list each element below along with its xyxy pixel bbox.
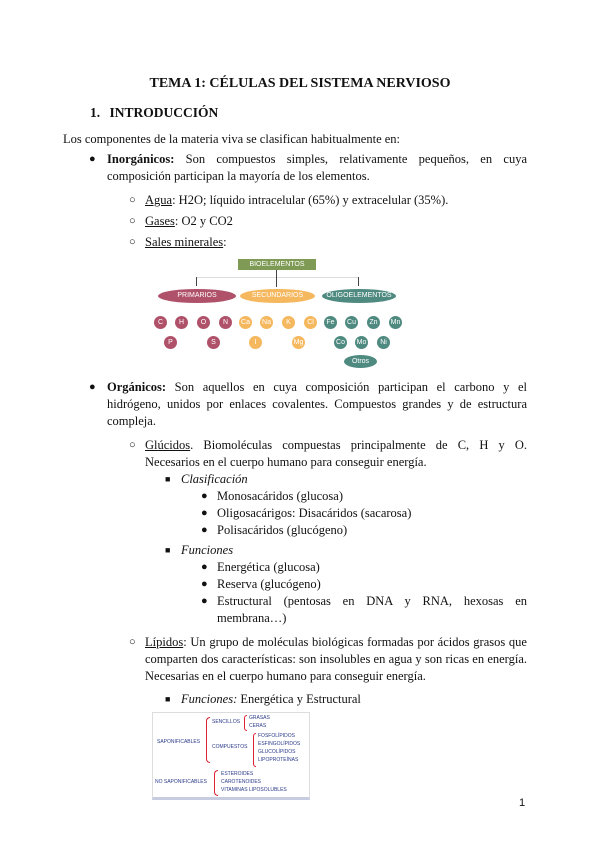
- lipidos-funciones: [165, 691, 600, 708]
- inorganicos-text: Son compuestos simples, relativamente pequeños, en cuya composición participan la mayoría de los elementos.: [107, 152, 527, 183]
- clasificacion-item: [201, 505, 527, 522]
- sales-item: [129, 234, 600, 251]
- arrow-primary: [196, 277, 197, 286]
- compuestos-label: COMPUESTOS: [212, 744, 248, 750]
- gases-label: Gases: [145, 214, 175, 228]
- organicos-text: Son aquellos en cuya composición participan el carbono y el hidrógeno, unidos por enlaces covalentes. Compuestos grandes y de estructura compleja.: [107, 380, 527, 428]
- square-bullet-icon: ■: [165, 545, 171, 555]
- element-circle: P: [164, 336, 177, 349]
- funciones-item-text: Energética (glucosa): [217, 560, 320, 574]
- page-number: 1: [519, 797, 526, 809]
- clasificacion-item-text: Polisacáridos (glucógeno): [217, 523, 348, 537]
- element-circle: K: [282, 316, 295, 329]
- element-circle: Mg: [292, 336, 305, 349]
- lipidos-label: Lípidos: [145, 635, 184, 649]
- gases-text: : O2 y CO2: [174, 214, 233, 228]
- lipid-item: CERAS: [249, 723, 267, 729]
- lipidos-funciones-label: Funciones:: [181, 692, 238, 706]
- element-circle: Na: [260, 316, 273, 329]
- no-saponificables-label: NO SAPONIFICABLES: [155, 779, 207, 785]
- sales-text: :: [223, 235, 227, 249]
- inorganicos-paragraph: [89, 151, 527, 185]
- element-circle: Mn: [389, 316, 402, 329]
- brace-icon: [253, 733, 256, 767]
- brace-icon: [206, 717, 210, 763]
- element-circle: O: [197, 316, 210, 329]
- saponificables-label: SAPONIFICABLES: [157, 739, 201, 745]
- glucidos-paragraph: [129, 437, 527, 471]
- organicos-paragraph: [89, 379, 527, 430]
- lipid-item: FOSFOLÍPIDOS: [258, 733, 295, 739]
- organicos-label: Orgánicos:: [107, 380, 167, 394]
- lipid-item: ESFINGOLÍPIDOS: [258, 741, 301, 747]
- intro-text: Los componentes de la materia viva se clasifican habitualmente en:: [63, 132, 401, 146]
- element-circle: H: [175, 316, 188, 329]
- bullet-icon: ●: [201, 524, 208, 536]
- element-circle: Cl: [304, 316, 317, 329]
- funciones-item: [201, 559, 527, 576]
- element-circle: Fe: [324, 316, 337, 329]
- lipid-item: GLUCOLÍPIDOS: [258, 749, 296, 755]
- sales-label: Sales minerales: [145, 235, 224, 249]
- element-otros: Otros: [344, 355, 377, 368]
- gases-item: [129, 213, 600, 230]
- connector-line: [196, 277, 358, 278]
- element-circle: N: [219, 316, 232, 329]
- arrow-secondary: [276, 270, 277, 287]
- inorganicos-label: Inorgánicos:: [107, 152, 175, 166]
- funciones-heading: [165, 542, 600, 559]
- circle-bullet-icon: ○: [129, 236, 136, 248]
- bullet-icon: ●: [201, 578, 208, 590]
- lipid-item: VITAMINAS LIPOSOLUBLES: [221, 787, 287, 793]
- element-circle: C: [154, 316, 167, 329]
- brace-icon: [214, 770, 218, 796]
- clasificacion-item: [201, 522, 527, 539]
- bioelementos-title: BIOELEMENTOS: [238, 259, 316, 270]
- bullet-icon: ●: [201, 561, 208, 573]
- bullet-icon: ●: [89, 153, 96, 165]
- square-bullet-icon: ■: [165, 474, 171, 484]
- bioelementos-diagram: [0, 251, 600, 379]
- clasificacion-heading: [165, 471, 600, 488]
- agua-label: Agua: [145, 193, 173, 207]
- funciones-label: Funciones: [181, 543, 234, 557]
- bullet-icon: ●: [89, 381, 96, 393]
- group-secundarios: SECUNDARIOS: [240, 289, 315, 303]
- section-number: 1.: [90, 105, 101, 120]
- element-circle: Cu: [345, 316, 358, 329]
- lipidos-diagram: [152, 712, 310, 800]
- element-circle: Zn: [367, 316, 380, 329]
- group-oligoelementos: OLIGOELEMENTOS: [322, 289, 396, 303]
- element-circle: Ni: [377, 336, 390, 349]
- page-title: TEMA 1: CÉLULAS DEL SISTEMA NERVIOSO: [149, 76, 451, 91]
- lipidos-funciones-text: Energética y Estructural: [237, 692, 361, 706]
- lipid-item: LIPOPROTEÍNAS: [258, 757, 299, 763]
- square-bullet-icon: ■: [165, 694, 171, 704]
- funciones-item-text: Reserva (glucógeno): [217, 577, 321, 591]
- element-circle: I: [249, 336, 262, 349]
- funciones-item: [201, 576, 527, 593]
- brace-icon: [244, 715, 247, 731]
- clasificacion-item-text: Oligosacárigos: Disacáridos (sacarosa): [217, 506, 412, 520]
- element-circle: Co: [334, 336, 347, 349]
- lipid-item: GRASAS: [249, 715, 270, 721]
- circle-bullet-icon: ○: [129, 439, 136, 451]
- section-heading: INTRODUCCIÓN: [109, 105, 219, 120]
- clasificacion-item: [201, 488, 527, 505]
- lipidos-paragraph: [129, 634, 527, 685]
- circle-bullet-icon: ○: [129, 215, 136, 227]
- bullet-icon: ●: [201, 490, 208, 502]
- element-circle: Ca: [239, 316, 252, 329]
- clasificacion-label: Clasificación: [181, 472, 248, 486]
- section-heading-row: [90, 104, 600, 121]
- group-primarios: PRIMARIOS: [158, 289, 236, 303]
- clasificacion-list: [0, 488, 600, 539]
- funciones-list: [0, 559, 600, 627]
- circle-bullet-icon: ○: [129, 194, 136, 206]
- bullet-icon: ●: [201, 507, 208, 519]
- funciones-item-text: Estructural (pentosas en DNA y RNA, hexosas en membrana…): [217, 594, 527, 625]
- bullet-icon: ●: [201, 595, 208, 607]
- sencillos-label: SENCILLOS: [212, 719, 241, 725]
- agua-item: [129, 192, 600, 209]
- circle-bullet-icon: ○: [129, 636, 136, 648]
- lipid-item: ESTEROIDES: [221, 771, 254, 777]
- funciones-item: [201, 593, 527, 627]
- lipidos-text: : Un grupo de moléculas biológicas formadas por ácidos grasos que comparten dos características: son insolubles en agua y son ricas en energía. Necesarias en el cuerpo humano para conseguir energía.: [145, 635, 527, 683]
- glucidos-text: . Biomoléculas compuestas principalmente de C, H y O. Necesarios en el cuerpo humano para conseguir energía.: [145, 438, 527, 469]
- element-circle: Mo: [355, 336, 368, 349]
- element-circle: S: [207, 336, 220, 349]
- agua-text: : H2O; líquido intracelular (65%) y extracelular (35%).: [172, 193, 449, 207]
- lipid-item: CAROTENOIDES: [221, 779, 262, 785]
- glucidos-label: Glúcidos: [145, 438, 191, 452]
- arrow-oligo: [358, 277, 359, 286]
- clasificacion-item-text: Monosacáridos (glucosa): [217, 489, 344, 503]
